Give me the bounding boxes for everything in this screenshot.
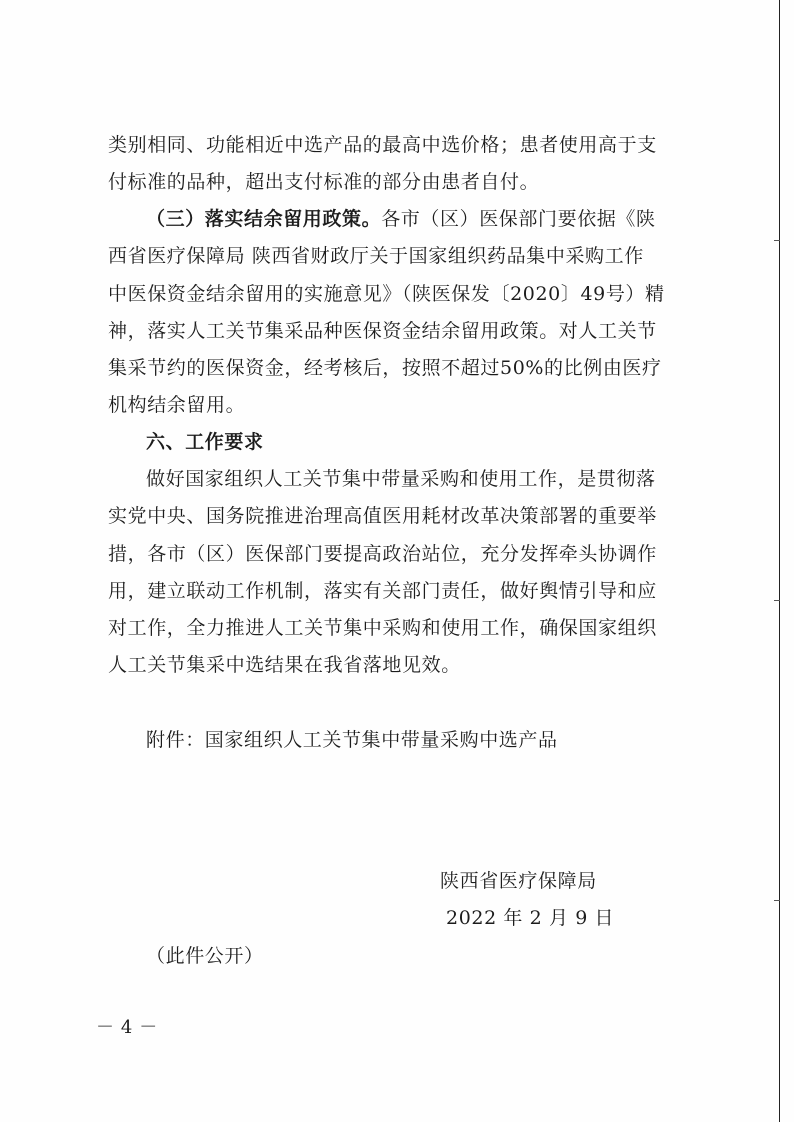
margin-tick xyxy=(774,240,780,241)
paragraph-2-line-1-text: 各市（区）医保部门要依据《陕 xyxy=(381,208,656,230)
paragraph-3-line-2: 实党中央、国务院推进治理高值医用耗材改革决策部署的重要举 xyxy=(108,505,657,527)
paragraph-3-line-3: 措，各市（区）医保部门要提高政治站位，充分发挥牵头协调作 xyxy=(108,543,657,565)
signature-organization: 陕西省医疗保障局 xyxy=(440,870,597,892)
paragraph-3-line-1: 做好国家组织人工关节集中带量采购和使用工作，是贯彻落 xyxy=(146,468,656,490)
paragraph-1-line-1: 类别相同、功能相近中选产品的最高中选价格；患者使用高于支 xyxy=(108,134,657,156)
subsection-heading: （三）落实结余留用政策。 xyxy=(146,208,382,230)
paragraph-2-line-6: 机构结余留用。 xyxy=(108,394,246,416)
margin-tick xyxy=(774,900,780,901)
signature-date: 2022 年 2 月 9 日 xyxy=(446,907,615,929)
paragraph-2-line-5: 集采节约的医保资金，经考核后，按照不超过50%的比例由医疗 xyxy=(108,357,662,379)
disclosure-note: （此件公开） xyxy=(146,945,264,967)
paragraph-2-line-2: 西省医疗保障局 陕西省财政厅关于国家组织药品集中采购工作 xyxy=(108,245,644,267)
paragraph-2-line-3: 中医保资金结余留用的实施意见》（陕医保发〔2020〕49号）精 xyxy=(108,283,665,305)
paragraph-3-line-6: 人工关节集采中选结果在我省落地见效。 xyxy=(108,654,461,676)
paragraph-1-line-2: 付标准的品种，超出支付标准的部分由患者自付。 xyxy=(108,171,540,193)
paragraph-3-line-5: 对工作，全力推进人工关节集中采购和使用工作，确保国家组织 xyxy=(108,617,657,639)
section-six-title: 六、工作要求 xyxy=(146,431,264,453)
margin-tick xyxy=(774,600,780,601)
paragraph-3-line-4: 用，建立联动工作机制，落实有关部门责任，做好舆情引导和应 xyxy=(108,580,657,602)
paragraph-2-line-4: 神，落实人工关节集采品种医保资金结余留用政策。对人工关节 xyxy=(108,320,657,342)
paragraph-2-line-1 xyxy=(146,206,736,232)
attachment-line: 附件：国家组织人工关节集中带量采购中选产品 xyxy=(146,729,558,751)
page-number: － 4 － xyxy=(96,1017,158,1038)
binding-margin-line xyxy=(779,0,780,1122)
